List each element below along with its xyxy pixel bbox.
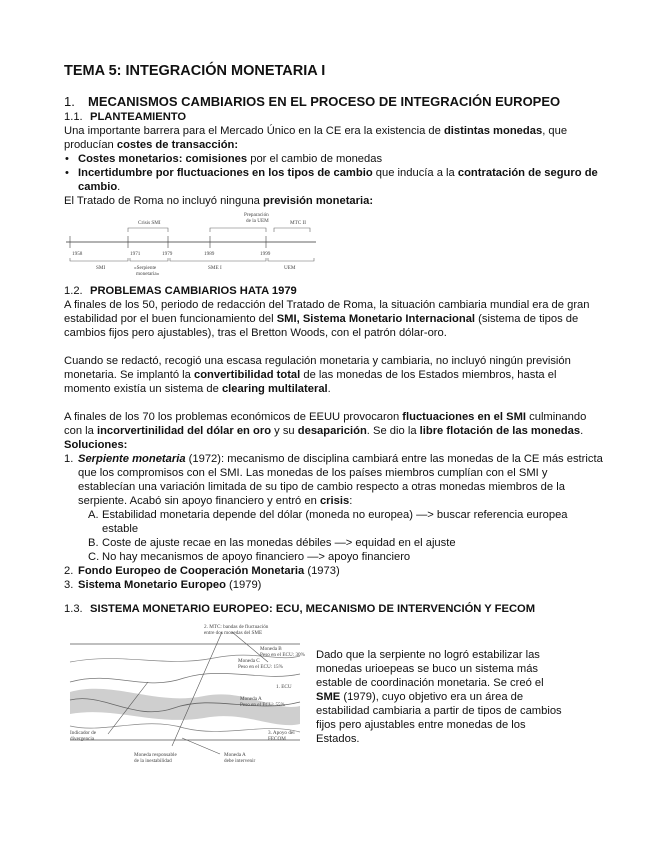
timeline-bottom-label: SME I <box>208 265 222 271</box>
graph-label: Moneda A <box>224 752 246 758</box>
graph-label: 3. Apoyo del <box>268 730 295 736</box>
section-number: 1.3. <box>64 603 83 615</box>
solutions-list <box>64 452 604 592</box>
list-item: 2. Fondo Europeo de Cooperación Monetaria (1973) <box>64 565 340 577</box>
timeline-year: 1989 <box>204 251 215 257</box>
intervene-arrow <box>182 738 220 754</box>
sme-diagram <box>64 622 312 770</box>
graph-label: entre dos monedas del SME <box>204 630 263 636</box>
section-title: PROBLEMAS CAMBIARIOS HATA 1979 <box>90 285 297 297</box>
graph-label: Peso en el ECU: 55% <box>240 702 285 708</box>
bracket <box>268 258 314 261</box>
list-item: • Costes monetarios: comisiones por el cambio de monedas <box>64 152 604 166</box>
timeline-top-label: de la UEM <box>246 218 269 224</box>
bracket <box>128 228 168 232</box>
graph-label: debe intervenir <box>224 758 256 764</box>
bracket <box>210 228 266 232</box>
bracket <box>130 258 168 261</box>
bracket <box>274 228 310 232</box>
section-title: SISTEMA MONETARIO EUROPEO: ECU, MECANISMO DE INTERVENCIÓN Y FECOM <box>90 603 536 615</box>
graph-label: divergencia <box>70 736 95 742</box>
graph-label: FECOM <box>268 736 286 742</box>
list-item: 1. Serpiente monetaria (1972): mecanismo de disciplina cambiará entre las monedas de la CE más estricta que los compromisos con el SMI. Las monedas de los países miembros cumplían con el SMI y establecían una variación limitada de su tipo de cambio respecto a otras monedas miembros de la serpiente. Acabó sin apoyo financiero y entró en crisis: A. Estabilidad monetaria depende del dólar (moneda no europea) —> buscar referencia europea estable B. Coste de ajuste recae en las monedas débiles —> equidad en el ajuste C. No hay mecanismos de apoyo financiero —> apoyo financiero <box>64 453 603 563</box>
graph-label: 1. ECU <box>276 684 292 690</box>
section-title: PLANTEAMIENTO <box>90 111 187 123</box>
list-item: B. Coste de ajuste recae en las monedas débiles —> equidad en el ajuste <box>88 537 456 549</box>
paragraph: El Tratado de Roma no incluyó ninguna previsión monetaria: <box>64 195 374 207</box>
list-item: 3. Sistema Monetario Europeo (1979) <box>64 579 262 591</box>
section-number: 1. <box>64 94 75 109</box>
timeline-year: 1979 <box>162 251 173 257</box>
section-title: MECANISMOS CAMBIARIOS EN EL PROCESO DE INTEGRACIÓN EUROPEO <box>88 94 561 109</box>
timeline-year: 1958 <box>72 251 83 257</box>
bracket <box>170 258 266 261</box>
timeline-bottom-label: UEM <box>284 265 296 271</box>
graph-label: Moneda C <box>238 658 260 664</box>
timeline-bottom-label: «Serpiente <box>134 265 157 271</box>
list-item: C. No hay mecanismos de apoyo financiero —> apoyo financiero <box>88 551 411 563</box>
timeline-diagram <box>64 212 324 278</box>
timeline-year: 1999 <box>260 251 271 257</box>
graph-label: Moneda responsable <box>134 752 177 758</box>
timeline-top-label: Preparación <box>244 212 269 218</box>
paragraph: A finales de los 70 los problemas económicos de EEUU provocaron fluctuaciones en el SMI culminando con la incorvertinilidad del dólar en oro y su desaparición. Se dio la libre flotación de las monedas. Soluciones: <box>64 411 587 451</box>
graph-label: Indicador de <box>70 730 97 736</box>
currency-c-curve <box>70 673 300 682</box>
section-1-2-heading <box>64 284 604 298</box>
list-item: A. Estabilidad monetaria depende del dólar (moneda no europea) —> buscar referencia europea estable <box>88 509 568 535</box>
sub-list <box>78 508 604 564</box>
graph-label: Peso en el ECU: 15% <box>238 664 283 670</box>
mtc-arrow <box>172 632 222 746</box>
paragraph: A finales de los 50, periodo de redacción del Tratado de Roma, la situación cambiaria mundial era de gran estabilidad por el buen funcionamiento del SMI, Sistema Monetario Internacional (sistema de tipos de cambios fijos pero ajustables), tras el Bretton Woods, con el patrón dólar-oro. <box>64 299 590 339</box>
sme-description: Dado que la serpiente no logró estabilizar las monedas urioepeas se buco un sistema más estable de coordinación monetaria. Se creó el SME (1979), cuyo objetivo era un área de estabilidad cambiaria a partir de tipos de cambios fijos pero ajustables entre monedas de los Estados. <box>316 649 562 745</box>
graph-label: Moneda B <box>260 646 282 652</box>
section-1-3-heading <box>64 602 604 616</box>
bracket <box>70 258 128 261</box>
graph-label: de la inestabilidad <box>134 758 172 764</box>
timeline-bottom-label: SMI <box>96 265 106 271</box>
graph-label: Peso en el ECU: 30% <box>260 652 305 658</box>
timeline-bottom-label: monetaria» <box>136 271 160 277</box>
list-item: • Incertidumbre por fluctuaciones en los tipos de cambio que inducía a la contratación de seguro de cambio. <box>64 166 604 194</box>
graph-label: 2. MTC: bandas de fluctuación <box>204 624 269 630</box>
bullet-list <box>64 152 604 194</box>
section-number: 1.2. <box>64 285 83 297</box>
timeline-top-label: MTC II <box>290 220 306 226</box>
section-1-1-heading <box>64 110 604 124</box>
page-title: TEMA 5: INTEGRACIÓN MONETARIA I <box>64 63 326 79</box>
currency-weak-curve <box>70 724 300 732</box>
paragraph: Una importante barrera para el Mercado Único en la CE era la existencia de distintas monedas, que producían costes de transacción: <box>64 125 568 151</box>
timeline-year: 1971 <box>130 251 141 257</box>
sme-section <box>64 622 604 772</box>
timeline-top-label: Crisis SMI <box>138 220 161 226</box>
section-1-heading <box>64 94 604 110</box>
paragraph: Cuando se redactó, recogió una escasa regulación monetaria y cambiaria, no incluyó ningún previsión monetaria. Se implantó la convertibilidad total de las monedas de los Estados miembros, hasta el momento existía un sistema de clearing multilateral. <box>64 355 571 395</box>
document-page <box>64 62 604 772</box>
section-number: 1.1. <box>64 111 83 123</box>
graph-label: Moneda A <box>240 696 262 702</box>
